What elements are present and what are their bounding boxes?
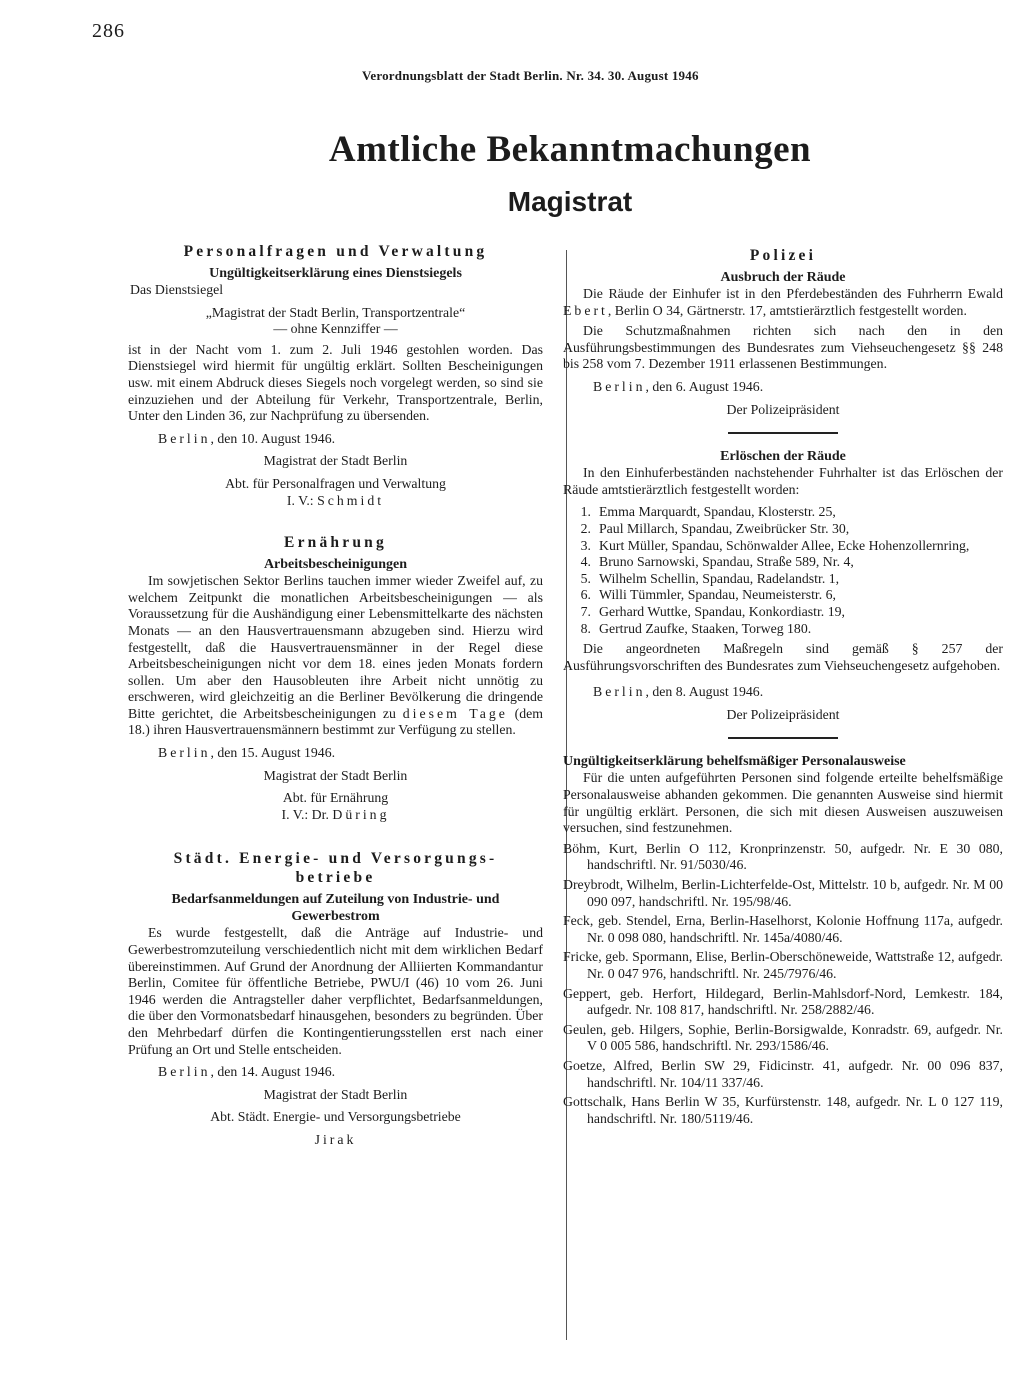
signature-line: Der Polizeipräsident [726,401,840,417]
list-item: Fricke, geb. Spormann, Elise, Berlin-Oberschöneweide, Wattstraße 12, aufgedr. Nr. 0 047 976, handschriftl. Nr. 245/7976/46. [563,949,1003,981]
list-item-number: 2. [580,520,591,536]
list-item-number: 5. [580,570,591,586]
intro-text: In den Einhuferbeständen nachstehender Fuhrhalter ist das Erlöschen der Räude amtstierärztlich festgestellt worden: [563,465,1003,497]
section-subheading: Arbeitsbescheinigungen [263,557,408,573]
list-item [563,554,1003,571]
body-part-a: Die Räude der Einhufer ist in den Pferdebeständen des Fuhrherrn Ewald [583,286,1003,301]
date-text: , den 14. August 1946. [210,1064,336,1080]
body-part-a: Im sowjetischen Sektor Berlins tauchen immer wieder Zweifel auf, zu welchem Zeitpunkt die monatlichen Arbeitsbescheinigungen — als Voraussetzung für die Aushändigung einer Lebensmittelkarte des nächsten Monats — an den Hausvertrauensmann abzugeben sind. Hierzu wird festgestellt, daß die Hausvertrauensmänner in der Regel diese Arbeitsbescheinigungen nicht vor dem 18. eines jeden Monats fordern sollen. Um aber den Hausobleuten ihre Arbeit nicht unnötig zu erschweren, wird gleichzeitig an die Berliner Bevölkerung die dringende Bitte gerichtet, die Arbeitsbescheinigungen zu [128,573,543,721]
right-column [563,242,1003,1127]
list-item-text: Kurt Müller, Spandau, Schönwalder Allee, Ecke Hohenzollernring, [599,537,970,553]
signature-line: Der Polizeipräsident [726,706,840,722]
page-number: 286 [92,20,125,42]
list-item-text: Gerhard Wuttke, Spandau, Konkordiastr. 19, [599,603,845,619]
place-date [563,379,1003,396]
signature-name: Jirak [314,1131,357,1147]
section-polizei [563,246,1003,418]
date-text: , den 8. August 1946. [645,684,764,700]
section-heading: Städt. Energie- und Versorgungs- [173,850,498,868]
list-item-text: Paul Millarch, Spandau, Zweibrücker Str. 30, [599,520,850,536]
section-subheading: Erlöschen der Räude [720,449,846,465]
section-subheading: Ungültigkeitserklärung behelfsmäßiger Personalausweise [563,754,906,770]
section-subheading: Ungültigkeitserklärung eines Dienstsiegels [209,266,462,281]
place-word: Berlin [593,378,646,394]
list-item-number: 8. [580,620,591,636]
list-item [563,538,1003,555]
list-item-number: 6. [580,587,591,603]
signature-line-1: Magistrat der Stadt Berlin [263,453,408,469]
list-item: Böhm, Kurt, Berlin O 112, Kronprinzenstr. 50, aufgedr. Nr. E 30 080, handschriftl. Nr. 91/5030/46. [563,840,1003,873]
signature-name: Schmidt [317,492,385,508]
signature-line-1: Magistrat der Stadt Berlin [263,1086,408,1102]
list-item [563,587,1003,604]
signature-prefix: I. V.: Dr. [281,806,333,822]
list-item [563,504,1003,521]
list-item [563,621,1003,638]
entry-list [563,841,1003,1128]
page-title: Amtliche Bekanntmachungen [328,129,812,170]
left-column [128,242,543,1149]
signature-line-3 [128,493,543,510]
seal-note: — ohne Kennziffer — [273,321,398,337]
body-text-2: Die Schutzmaßnahmen richten sich nach den in den Ausführungsbestimmungen des Bundesrates zum Viehseuchengesetz §§ 248 bis 258 vom 7. Dezember 1911 erlassenen Bestimmungen. [563,323,1003,372]
section-subheading: Ausbruch der Räude [720,270,846,285]
date-text: , den 6. August 1946. [645,378,764,394]
signature-name: Düring [332,806,390,822]
running-head: Verordnungsblatt der Stadt Berlin. Nr. 34. 30. August 1946 [362,68,699,83]
list-item-number: 3. [580,537,591,553]
body-text: ist in der Nacht vom 1. zum 2. Juli 1946 gestohlen worden. Das Dienstsiegel wird hiermit für ungültig erklärt. Sollten Bescheinigungen usw. mit einem Abdruck dieses Siegels noch vorgelegt werden, so sind sie einzuziehen und der Abteilung für Verkehr, Transportzentrale, Berlin, Unter den Linden 36, zur Nachprüfung zu übersenden. [128,341,543,424]
owner-list [563,504,1003,637]
place-date [128,431,543,448]
place-word: Berlin [158,1064,211,1080]
section-subheading: Bedarfsanmeldungen auf Zuteilung von Industrie- und Gewerbestrom [171,892,500,925]
spacer [128,509,543,533]
signature-line-2: Abt. für Personalfragen und Verwaltung [225,475,446,491]
place-word: Berlin [593,684,646,700]
section-ernaehrung [128,533,543,823]
signature-line-2: Abt. Städt. Energie- und Versorgungsbetriebe [210,1109,461,1125]
body-text [128,573,543,739]
body-text-1 [563,286,1003,319]
list-item-text: Emma Marquardt, Spandau, Klosterstr. 25, [599,504,836,520]
section-heading: Polizei [749,247,817,264]
section-energie [128,849,543,1148]
section-heading: Ernährung [284,534,387,552]
place-word: Berlin [158,430,211,446]
body-text: Es wurde festgestellt, daß die Anträge auf Industrie- und Gewerbestromzuteilung verschiedentlich nicht mit dem wirklichen Bedarf übereinstimmen. Auf Grund der Anordnung der Alliierten Kommandantur Berlin, Comitee für öffentliche Betriebe, PWU/I (46) 10 vom 26. Juni 1946 werden die Antragsteller daher verpflichtet, Bedarfsanmeldungen, die über den Vormonatsbedarf hinausgehen, besonders zu begründen. Über den Mehrbedarf dürfen die Kontingentierungsstellen erst nach einer Prüfung an Ort und Stelle entscheiden. [128,925,543,1057]
signature-line-3 [128,807,543,824]
body-emphasis: Ebert [563,302,608,318]
signature-line-2: Abt. für Ernährung [282,790,389,806]
body-text: Die angeordneten Maßregeln sind gemäß § 257 der Ausführungsvorschriften des Bundesrates zum Viehseuchengesetz aufgehoben. [563,641,1003,673]
list-item [563,571,1003,588]
section-erloeschen [563,448,1003,723]
seal-quote: „Magistrat der Stadt Berlin, Transportzentrale“ [205,304,466,320]
section-rule [728,432,838,434]
list-item-number: 4. [580,554,591,570]
spacer [128,823,543,849]
intro-text: Für die unten aufgeführten Personen sind folgende erteilte behelfsmäßige Personalausweise abhanden gekommen. Die genannten Ausweise sind hiermit für ungültig erklärt. Personen, die sich mit diesen Ausweisen auszuweisen versuchen, sind festzunehmen. [563,770,1003,836]
section-personalfragen [128,242,543,509]
list-item: Gottschalk, Hans Berlin W 35, Kurfürstenstr. 148, aufgedr. Nr. L 0 127 119, handschriftl. Nr. 180/5119/46. [563,1094,1003,1126]
list-item-number: 7. [580,603,591,619]
intro-text: Das Dienstsiegel [130,282,224,297]
date-text: , den 15. August 1946. [210,745,336,761]
list-item-text: Gertrud Zaufke, Staaken, Torweg 180. [599,620,812,636]
body-part-b: , Berlin O 34, Gärtnerstr. 17, amtstierärztlich festgestellt worden. [607,302,967,318]
section-heading-cont: betriebe [295,869,376,887]
list-item-text: Wilhelm Schellin, Spandau, Radelandstr. 1, [599,570,840,586]
place-date [563,684,1003,701]
section-rule [728,737,838,739]
list-item-text: Willi Tümmler, Spandau, Neumeisterstr. 6, [599,587,836,603]
body-emphasis: diesem Tage [402,705,508,721]
signature-prefix: I. V.: [286,492,318,508]
list-item-text: Bruno Sarnowski, Spandau, Straße 589, Nr. 4, [599,554,854,570]
body-part-b: (dem 18.) ihren Hausvertrauensmännern bestimmt zur Verfügung zu stellen. [128,705,543,738]
list-item: Feck, geb. Stendel, Erna, Berlin-Haselhorst, Kolonie Hoffnung 117a, aufgedr. Nr. 0 098 080, handschriftl. Nr. 145a/4080/46. [563,913,1003,945]
list-item [563,521,1003,538]
place-date [128,1064,543,1081]
date-text: , den 10. August 1946. [210,430,336,446]
list-item: Geppert, geb. Herfort, Hildegard, Berlin-Mahlsdorf-Nord, Lemkestr. 184, aufgedr. Nr. 108 817, handschriftl. Nr. 258/2882/46. [563,985,1003,1018]
list-item: Geulen, geb. Hilgers, Sophie, Berlin-Borsigwalde, Konradstr. 69, aufgedr. Nr. V 0 005 586, handschriftl. Nr. 293/1586/46. [563,1021,1003,1054]
list-item: Dreybrodt, Wilhelm, Berlin-Lichterfelde-Ost, Mittelstr. 10 b, aufgedr. Nr. M 00 090 097, handschriftl. Nr. 195/98/46. [563,877,1003,909]
page-subtitle: Magistrat [507,186,633,217]
list-item: Goetze, Alfred, Berlin SW 29, Fidicinstr. 41, aufgedr. Nr. 00 096 837, handschriftl. Nr. 104/11 337/46. [563,1057,1003,1090]
place-date [128,745,543,762]
list-item-number: 1. [580,504,591,520]
signature-line-1: Magistrat der Stadt Berlin [263,767,408,783]
section-heading: Personalfragen und Verwaltung [183,243,488,260]
section-ausweise [563,753,1003,1127]
place-word: Berlin [158,745,211,761]
list-item [563,604,1003,621]
